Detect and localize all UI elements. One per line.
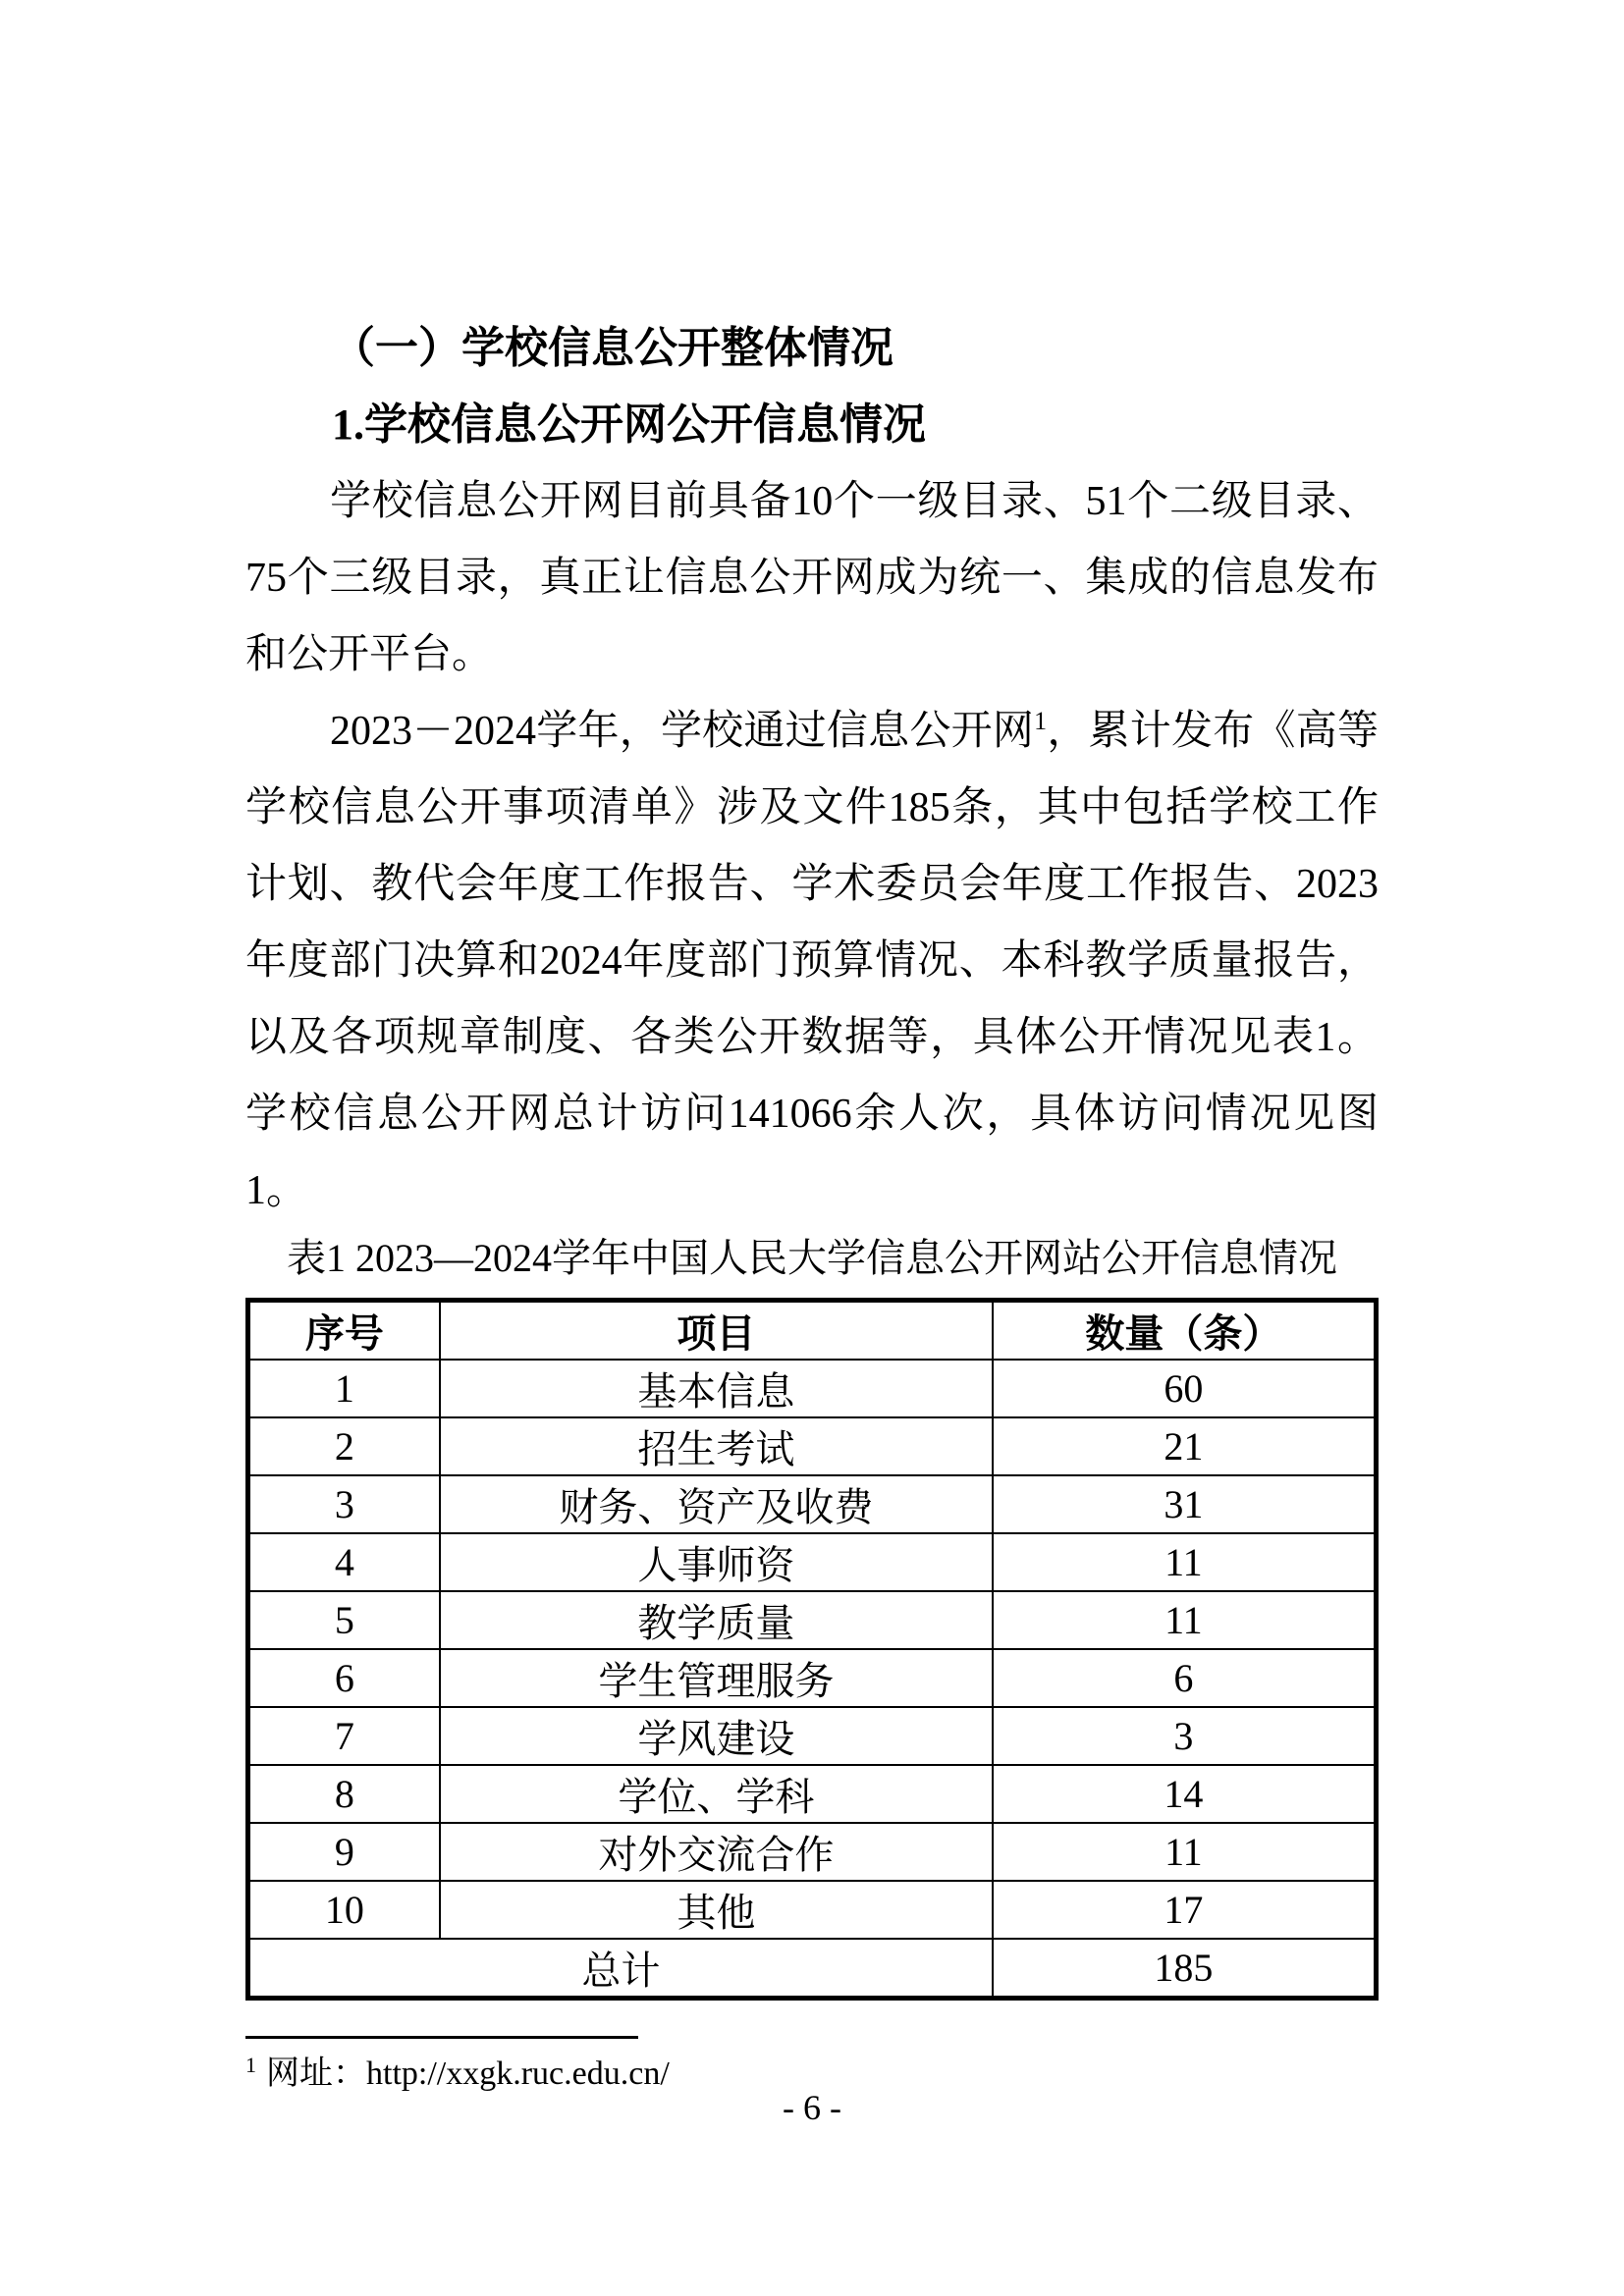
col-header-item: 项目	[440, 1301, 993, 1361]
table-row	[248, 1360, 1377, 1417]
col-header-index: 序号	[248, 1301, 440, 1361]
section-heading: （一）学校信息公开整体情况	[332, 324, 893, 372]
table-caption: 表1 2023—2024学年中国人民大学信息公开网站公开信息情况	[287, 1236, 1337, 1280]
subsection-heading: 1.学校信息公开网公开信息情况	[332, 400, 926, 449]
cell-item: 学风建设	[440, 1707, 993, 1765]
cell-count: 14	[993, 1765, 1377, 1823]
cell-item: 招生考试	[440, 1417, 993, 1475]
cell-item: 人事师资	[440, 1533, 993, 1591]
cell-index: 6	[248, 1649, 440, 1707]
cell-item: 学生管理服务	[440, 1649, 993, 1707]
cell-count: 11	[993, 1823, 1377, 1881]
total-label-cell: 总计	[248, 1939, 993, 1999]
table-row	[248, 1649, 1377, 1707]
table-total-row	[248, 1939, 1377, 1999]
cell-index: 9	[248, 1823, 440, 1881]
cell-count: 11	[993, 1533, 1377, 1591]
cell-index: 10	[248, 1881, 440, 1939]
table-row	[248, 1823, 1377, 1881]
total-value-cell: 185	[993, 1939, 1377, 1999]
cell-item: 财务、资产及收费	[440, 1475, 993, 1533]
cell-item: 对外交流合作	[440, 1823, 993, 1881]
cell-index: 4	[248, 1533, 440, 1591]
cell-item: 教学质量	[440, 1591, 993, 1649]
cell-count: 21	[993, 1417, 1377, 1475]
table-row	[248, 1881, 1377, 1939]
table-row	[248, 1765, 1377, 1823]
col-header-count: 数量（条）	[993, 1301, 1377, 1361]
table-row	[248, 1417, 1377, 1475]
cell-count: 3	[993, 1707, 1377, 1765]
cell-index: 1	[248, 1360, 440, 1417]
cell-item: 学位、学科	[440, 1765, 993, 1823]
cell-index: 8	[248, 1765, 440, 1823]
cell-count: 60	[993, 1360, 1377, 1417]
table-row	[248, 1475, 1377, 1533]
table-header-row	[248, 1301, 1377, 1361]
cell-index: 7	[248, 1707, 440, 1765]
paragraph-directory-overview: 学校信息公开网目前具备10个一级目录、51个二级目录、75个三级目录，真正让信息公开网成为统一、集成的信息发布和公开平台。	[245, 479, 1379, 677]
table-row	[248, 1533, 1377, 1591]
paragraph-text-before-footnote: 2023－2024学年，学校通过信息公开网	[330, 709, 1035, 754]
cell-count: 11	[993, 1591, 1377, 1649]
table-row	[248, 1707, 1377, 1765]
cell-item: 基本信息	[440, 1360, 993, 1417]
cell-count: 31	[993, 1475, 1377, 1533]
cell-count: 6	[993, 1649, 1377, 1707]
footnote-marker: 1	[245, 2052, 256, 2077]
footnote-text: 网址：http://xxgk.ruc.edu.cn/	[266, 2056, 670, 2092]
paragraph-text-after-footnote: ，累计发布《高等学校信息公开事项清单》涉及文件185条，其中包括学校工作计划、教代会年度工作报告、学术委员会年度工作报告、2023年度部门决算和2024年度部门预算情况、本科教学质量报告，以及各项规章制度、各类公开数据等，具体公开情况见表1。学校信息公开网总计访问141066余人次，具体访问情况见图1。	[245, 709, 1379, 1213]
paragraph-disclosure-summary	[245, 693, 1379, 1229]
cell-index: 2	[248, 1417, 440, 1475]
cell-index: 3	[248, 1475, 440, 1533]
cell-item: 其他	[440, 1881, 993, 1939]
footnote-reference-marker: 1	[1034, 707, 1048, 735]
page-number: - 6 -	[783, 2088, 841, 2127]
footnote-separator	[245, 2036, 638, 2039]
cell-count: 17	[993, 1881, 1377, 1939]
disclosure-info-table	[245, 1298, 1379, 2001]
cell-index: 5	[248, 1591, 440, 1649]
table-row	[248, 1591, 1377, 1649]
